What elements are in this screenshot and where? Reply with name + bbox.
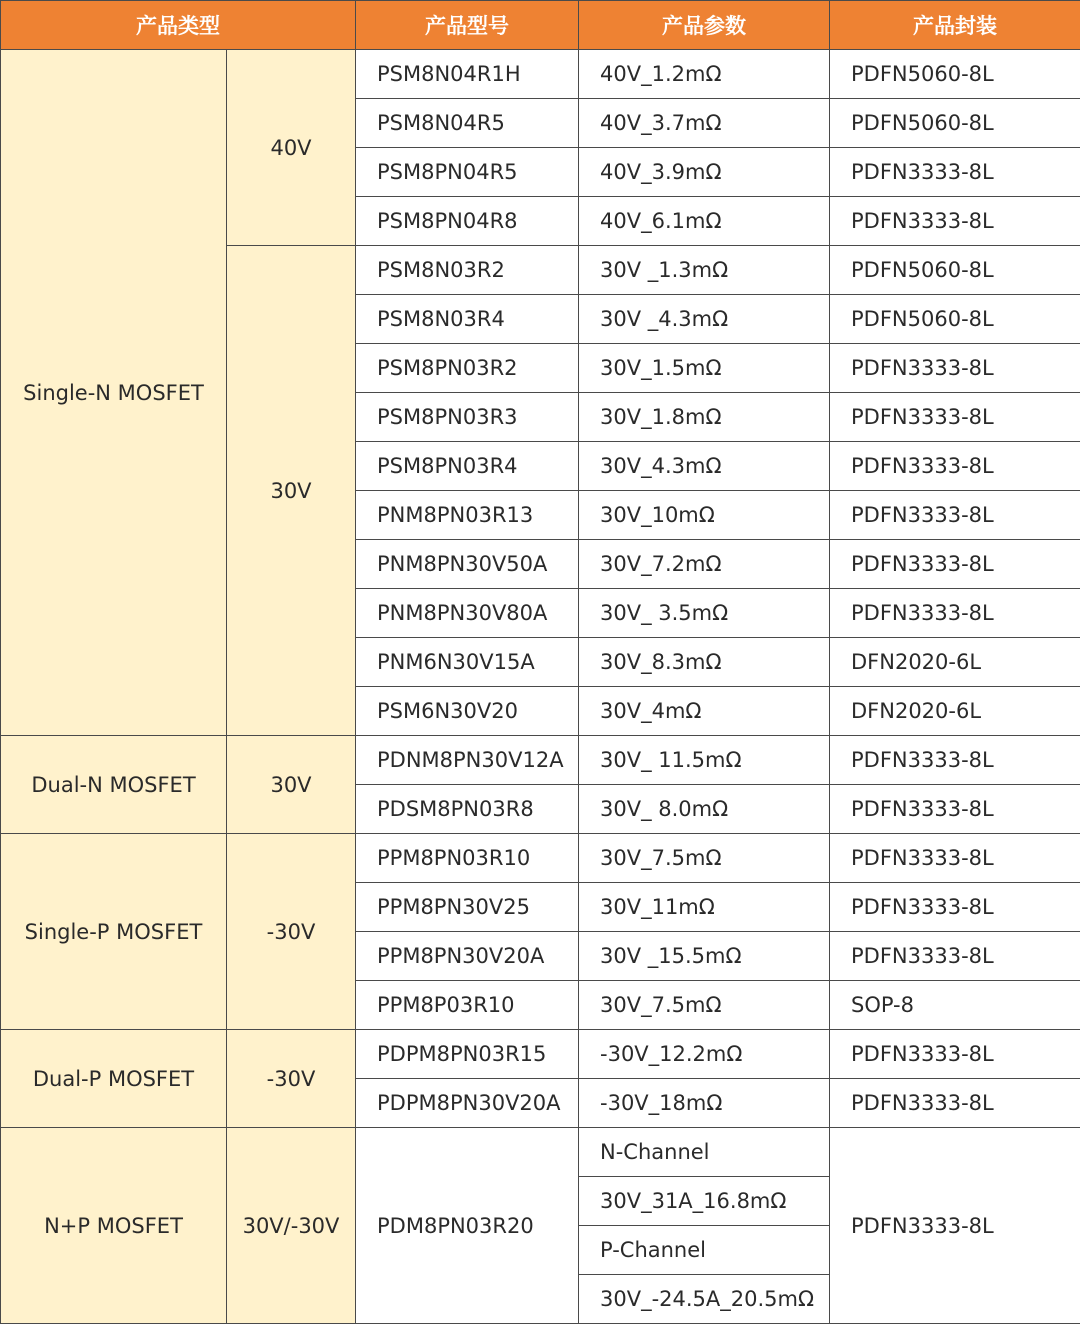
package-cell: PDFN3333-8L — [830, 1128, 1080, 1324]
model-cell: PSM8PN03R3 — [356, 393, 579, 442]
package-cell: DFN2020-6L — [830, 687, 1080, 736]
model-cell: PSM8PN04R8 — [356, 197, 579, 246]
voltage-cell: -30V — [227, 1030, 356, 1128]
product-type-cell: Single-N MOSFET — [1, 50, 227, 736]
table-body — [1, 50, 1080, 1324]
package-cell: PDFN5060-8L — [830, 50, 1080, 99]
model-cell: PSM8N04R5 — [356, 99, 579, 148]
package-cell: PDFN3333-8L — [830, 883, 1080, 932]
header-product-model: 产品型号 — [356, 1, 579, 50]
package-cell: PDFN3333-8L — [830, 736, 1080, 785]
table-row — [1, 50, 1080, 99]
model-cell: PNM6N30V15A — [356, 638, 579, 687]
header-product-params: 产品参数 — [579, 1, 830, 50]
package-cell: PDFN3333-8L — [830, 393, 1080, 442]
params-cell: 30V _15.5mΩ — [579, 932, 830, 981]
model-cell: PDNM8PN30V12A — [356, 736, 579, 785]
voltage-cell: 30V/-30V — [227, 1128, 356, 1324]
params-cell: 30V_10mΩ — [579, 491, 830, 540]
params-cell: -30V_18mΩ — [579, 1079, 830, 1128]
model-cell: PPM8PN30V25 — [356, 883, 579, 932]
params-cell: 30V_11mΩ — [579, 883, 830, 932]
params-cell: 30V_ 8.0mΩ — [579, 785, 830, 834]
model-cell: PSM8N03R4 — [356, 295, 579, 344]
model-cell: PNM8PN30V50A — [356, 540, 579, 589]
package-cell: PDFN5060-8L — [830, 295, 1080, 344]
table-row — [1, 1030, 1080, 1079]
voltage-cell: 40V — [227, 50, 356, 246]
package-cell: PDFN3333-8L — [830, 785, 1080, 834]
table-row — [1, 1128, 1080, 1177]
product-type-cell: N+P MOSFET — [1, 1128, 227, 1324]
package-cell: PDFN3333-8L — [830, 540, 1080, 589]
package-cell: PDFN3333-8L — [830, 1030, 1080, 1079]
model-cell: PPM8PN03R10 — [356, 834, 579, 883]
header-product-package: 产品封装 — [830, 1, 1080, 50]
voltage-cell: -30V — [227, 834, 356, 1030]
model-cell: PSM8PN03R2 — [356, 344, 579, 393]
table-row — [1, 834, 1080, 883]
model-cell: PPM8PN30V20A — [356, 932, 579, 981]
params-cell: 30V_31A_16.8mΩ — [579, 1177, 830, 1226]
params-cell: 30V _1.3mΩ — [579, 246, 830, 295]
package-cell: PDFN3333-8L — [830, 442, 1080, 491]
model-cell: PNM8PN03R13 — [356, 491, 579, 540]
model-cell: PSM8N03R2 — [356, 246, 579, 295]
package-cell: PDFN3333-8L — [830, 197, 1080, 246]
package-cell: DFN2020-6L — [830, 638, 1080, 687]
model-cell: PDM8PN03R20 — [356, 1128, 579, 1324]
model-cell: PSM6N30V20 — [356, 687, 579, 736]
model-cell: PSM8PN03R4 — [356, 442, 579, 491]
package-cell: PDFN3333-8L — [830, 491, 1080, 540]
params-cell: 40V_3.9mΩ — [579, 148, 830, 197]
params-cell: P-Channel — [579, 1226, 830, 1275]
product-type-cell: Single-P MOSFET — [1, 834, 227, 1030]
params-cell: N-Channel — [579, 1128, 830, 1177]
params-cell: 30V_-24.5A_20.5mΩ — [579, 1275, 830, 1324]
model-cell: PSM8N04R1H — [356, 50, 579, 99]
params-cell: 30V_8.3mΩ — [579, 638, 830, 687]
params-cell: 30V_7.5mΩ — [579, 834, 830, 883]
model-cell: PPM8P03R10 — [356, 981, 579, 1030]
params-cell: 30V_4mΩ — [579, 687, 830, 736]
header-row — [1, 1, 1080, 50]
params-cell: 30V_1.5mΩ — [579, 344, 830, 393]
voltage-cell: 30V — [227, 736, 356, 834]
package-cell: PDFN3333-8L — [830, 1079, 1080, 1128]
package-cell: PDFN5060-8L — [830, 246, 1080, 295]
params-cell: 30V_7.5mΩ — [579, 981, 830, 1030]
table-row — [1, 736, 1080, 785]
header-product-type: 产品类型 — [1, 1, 356, 50]
package-cell: PDFN5060-8L — [830, 99, 1080, 148]
package-cell: SOP-8 — [830, 981, 1080, 1030]
model-cell: PDPM8PN03R15 — [356, 1030, 579, 1079]
package-cell: PDFN3333-8L — [830, 344, 1080, 393]
voltage-cell: 30V — [227, 246, 356, 736]
package-cell: PDFN3333-8L — [830, 589, 1080, 638]
params-cell: 30V_ 3.5mΩ — [579, 589, 830, 638]
product-type-cell: Dual-N MOSFET — [1, 736, 227, 834]
model-cell: PSM8PN04R5 — [356, 148, 579, 197]
params-cell: 40V_3.7mΩ — [579, 99, 830, 148]
params-cell: 30V _4.3mΩ — [579, 295, 830, 344]
params-cell: 30V_4.3mΩ — [579, 442, 830, 491]
package-cell: PDFN3333-8L — [830, 148, 1080, 197]
model-cell: PNM8PN30V80A — [356, 589, 579, 638]
params-cell: 30V_ 11.5mΩ — [579, 736, 830, 785]
params-cell: 40V_6.1mΩ — [579, 197, 830, 246]
package-cell: PDFN3333-8L — [830, 834, 1080, 883]
product-type-cell: Dual-P MOSFET — [1, 1030, 227, 1128]
params-cell: 40V_1.2mΩ — [579, 50, 830, 99]
model-cell: PDSM8PN03R8 — [356, 785, 579, 834]
package-cell: PDFN3333-8L — [830, 932, 1080, 981]
params-cell: 30V_1.8mΩ — [579, 393, 830, 442]
params-cell: -30V_12.2mΩ — [579, 1030, 830, 1079]
model-cell: PDPM8PN30V20A — [356, 1079, 579, 1128]
params-cell: 30V_7.2mΩ — [579, 540, 830, 589]
